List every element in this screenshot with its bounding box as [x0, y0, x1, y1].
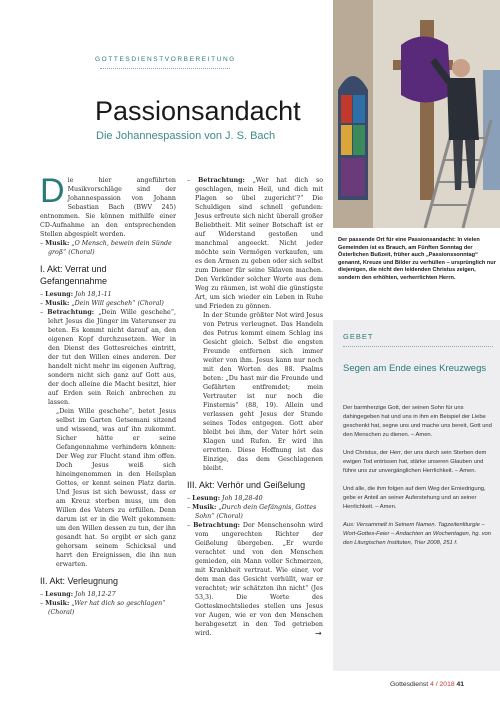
- prayer-sidebar: [333, 320, 500, 671]
- list-item: – Betrachtung: Der Menschensohn wird vom ungerechten Richter der Geißelung übergeben. „Er wurde verachtet und von den Menschen gemieden, ein Mann voller Schmerzen, mit Krankheit vertraut. Wie einer, vor dem man das Gesicht verhüllt, war er verachtet; wir schätzten ihn nicht“ (Jes 53,3). Die Worte des Gottesknechtsliedes stellen uns Jesus vor Augen, wie er von den Menschen herabgesetzt in den Tod getrieben wird. →: [187, 522, 323, 638]
- source-citation: Aus: Versammelt in Seinem Namen. Tagzeitenliturgie – Wort-Gottes-Feier – Andachten an Wochentagen, hg. von den Liturgischen Instituten, Trier 2008, 251 f.: [343, 522, 492, 546]
- reflection-text: „Wer hat dich so geschlagen, mein Heil, und dich mit Plagen so übel zugericht’?“ Die Schuldigen sind schnell gefunden: Jesus erfreute sich nicht überall großer Beliebtheit. Mit seiner Botschaft ist er auf Widerstand gestoßen und manchmal angeeckt. Nicht jeder möchte sein Vermögen verkaufen, um es den Armen zu geben oder sich selbst zum Diener für seine Sklaven machen. Den Verkünder solcher Worte aus dem Weg zu räumen, ist wohl die günstigste Art, um sich wieder ein Leben in Ruhe und Frieden zu gönnen.: [195, 177, 323, 310]
- music-title: „Wer hat dich so geschlagen“ (Choral): [48, 600, 166, 616]
- prayer-paragraph: Und alle, die ihm folgen auf dem Weg der Erniedrigung, gebe er Anteil an seiner Auferstehung und an seiner Herrlichkeit. – Amen.: [343, 486, 486, 510]
- list-item: – Musik: „Wer hat dich so geschlagen“ (Choral): [40, 600, 166, 616]
- list-item: – Musik: „Dein Will gescheh“ (Choral): [40, 300, 164, 307]
- label: Musik:: [45, 600, 70, 607]
- list-item: – Musik: „O Mensch, bewein dein Sünde groß“ (Choral): [40, 240, 172, 256]
- reflection-text: Der Menschensohn wird vom ungerechten Richter der Geißelung übergeben. „Er wurde verachtet und von den Menschen gemieden, ein Mann voller Schmerzen, mit Krankheit vertraut. Wie einer, vor dem man das Gesicht verhüllt, war er verachtet; wir schätzten ihn nicht“ (Jes 53,3). Die Worte des Gottesknechtsliedes stellen uns Jesus vor Augen, wie er von den Menschen herabgesetzt in den Tod getrieben wird.: [195, 522, 323, 637]
- music-title: „O Mensch, bewein dein Sünde groß“ (Choral): [48, 240, 172, 256]
- label: Lesung:: [192, 495, 221, 502]
- kicker-divider: [100, 68, 230, 69]
- article-subtitle: Die Johannespassion von J. S. Bach: [96, 130, 276, 142]
- act-3-heading: III. Akt: Verhör und Geißelung: [187, 480, 306, 490]
- intro-text: ie hier angeführten Musikvorschläge sind der Johannespassion von Johann Sebastian Bach (BWV 245) entnommen. Sie können mithilfe einer CD-Aufnahme an den entsprechenden Stellen abgespielt werden.: [40, 177, 176, 238]
- list-item: – Lesung: Joh 18,1-11: [40, 291, 112, 298]
- label: Betrachtung:: [47, 309, 95, 316]
- sidebar-body: [343, 404, 493, 557]
- section-kicker: GOTTESDIENSTVORBEREITUNG: [95, 56, 236, 63]
- reading-ref: Joh 18,1-11: [75, 291, 112, 298]
- body-paragraph: In der Stunde größter Not wird Jesus von Petrus verleugnet. Das Handeln des Petrus kommt einem Schlag ins Gesicht gleich. Selbst die engsten Freunde entfernen sich immer weiter von ihm. Jesus kann nur noch mit den Worten des 88. Psalms beten: „Du hast mir die Freunde und Gefährten entfremdet; mein Vertrauter ist nur noch die Finsternis“ (88, 19). Allein und verlassen geht Jesus der Stunde seines Todes entgegen. Gott aber bleibt bei ihm, der Vater hört sein Klagen und Rufen. Er wird ihn erretten. Diese Hoffnung ist das Einzige, das dem Geschlagenen bleibt.: [203, 312, 323, 472]
- church-photo: [333, 0, 500, 228]
- issue-number: 4 / 2018: [430, 681, 455, 688]
- music-title: „Dein Will gescheh“ (Choral): [71, 300, 164, 307]
- label: Musik:: [45, 300, 70, 307]
- sidebar-heading: Segen am Ende eines Kreuzwegs: [343, 363, 487, 374]
- photo-illustration: [333, 0, 500, 228]
- label: Lesung:: [45, 591, 74, 598]
- act-1-heading: I. Akt: Verrat und Gefangennahme: [40, 264, 108, 286]
- list-item: – Betrachtung: „Wer hat dich so geschlagen, mein Heil, und dich mit Plagen so übel zugericht’?“ Die Schuldigen sind schnell gefunden: Jesus erfreute sich nicht überall großer Beliebtheit. Mit seiner Botschaft ist er auf Widerstand gestoßen und manchmal angeeckt. Nicht jeder möchte sein Vermögen verkaufen, um es den Armen zu geben oder sich selbst zum Diener für seine Sklaven machen. Den Verkünder solcher Worte aus dem Weg zu räumen, ist wohl die günstigste Art, um sich wieder ein Leben in Ruhe und Frieden zu gönnen.: [187, 177, 323, 310]
- photo-caption: Der passende Ort für eine Passionsandacht: In vielen Gemeinden ist es Brauch, am Fünften Sonntag der Österlichen Bußzeit, früher auch „Passionssonntag“ genannt, Kreuze und Bilder zu verhüllen – ursprünglich nur diejenigen, die nicht den leidenden Christus zeigen, sondern den erhöhten, verherrlichten Herrn.: [338, 237, 496, 281]
- page-footer: [390, 681, 464, 688]
- label: Betrachtung:: [193, 522, 240, 529]
- body-paragraph: „Dein Wille geschehe“, betet Jesus selbst im Garten Getsemani sitzend und wissend, was auf ihn zukommt. Sicher hätte er seine Gefangennahme verhindern können: Der Weg zur Flucht stand ihm offen. Doch Jesus weiß sich hineingenommen in den Heilsplan Gottes, er kennt seinen Platz darin. Und Jesus ist sich bewusst, dass er am Kreuz sterben muss, um den Willen des Vaters zu erfüllen. Denn darum ist er in die Welt gekommen: um den Willen dessen zu tun, der ihn gesandt hat. So ergibt er sich ganz gehorsam seinem Schicksal und harrt den Ereignissen, die ihn nun erwarten.: [56, 408, 176, 568]
- page-number: 41: [456, 681, 465, 688]
- music-title: „Durch dein Gefängnis, Gottes Sohn“ (Choral): [195, 504, 317, 520]
- list-item: – Musik: „Durch dein Gefängnis, Gottes Sohn“ (Choral): [187, 504, 317, 520]
- label: Lesung:: [45, 291, 74, 298]
- prayer-paragraph: Der barmherzige Gott, der seinen Sohn für uns dahingegeben hat und uns in ihm ein Beispiel der Liebe geschenkt hat, segne uns und mache uns bereit, Gott und den Menschen zu dienen. – Amen.: [343, 405, 492, 438]
- list-item: – Lesung: Joh 18,28-40: [187, 495, 263, 502]
- sidebar-tag: GEBET: [343, 332, 374, 341]
- magazine-name: Gottesdienst: [390, 681, 431, 688]
- intro-paragraph: [40, 172, 176, 239]
- drop-cap: D: [40, 172, 65, 210]
- list-item: – Betrachtung: „Dein Wille geschehe“, lehrt Jesus die Jünger im Vaterunser zu beten. Es kommt nicht darauf an, den eigenen Kopf durchzusetzen. Wer in den Dienst des Gottesreiches eintritt, der tut den Willen eines anderen. Der handelt nicht mehr im eigenen Auftrag, sondern nicht sich ganz auf Gott aus, der doch alleine die Macht besitzt, hier auf Erden sein Reich anbrechen zu lassen.: [40, 309, 176, 406]
- reflection-text: „Dein Wille geschehe“, lehrt Jesus die Jünger im Vaterunser zu beten. Es kommt nicht darauf an, den eigenen Kopf durchzusetzen. Wer in den Dienst des Gottesreiches eintritt, der tut den Willen eines anderen. Der handelt nicht mehr im eigenen Auftrag, sondern nicht sich ganz auf Gott aus, der doch alleine die Macht besitzt, hier auf Erden sein Reich anbrechen zu lassen.: [48, 309, 176, 406]
- prayer-paragraph: Und Christus, der Herr, der uns durch sein Sterben dem ewigen Tod entrissen hat, stärke unseren Glauben und führe uns zur unvergänglichen Herrlichkeit. – Amen.: [343, 450, 487, 474]
- label: Musik:: [45, 240, 70, 247]
- label: Betrachtung:: [198, 177, 245, 184]
- label: Musik:: [192, 504, 217, 511]
- sidebar-divider: [343, 346, 493, 347]
- article-column-1: [40, 172, 176, 617]
- act-2-heading: II. Akt: Verleugnung: [40, 576, 119, 586]
- article-title: Passionsandacht: [95, 96, 301, 126]
- article-column-2: [187, 176, 323, 638]
- reading-ref: Joh 18,28-40: [222, 495, 263, 502]
- reading-ref: Joh 18,12-27: [75, 591, 116, 598]
- list-item: – Lesung: Joh 18,12-27: [40, 591, 116, 598]
